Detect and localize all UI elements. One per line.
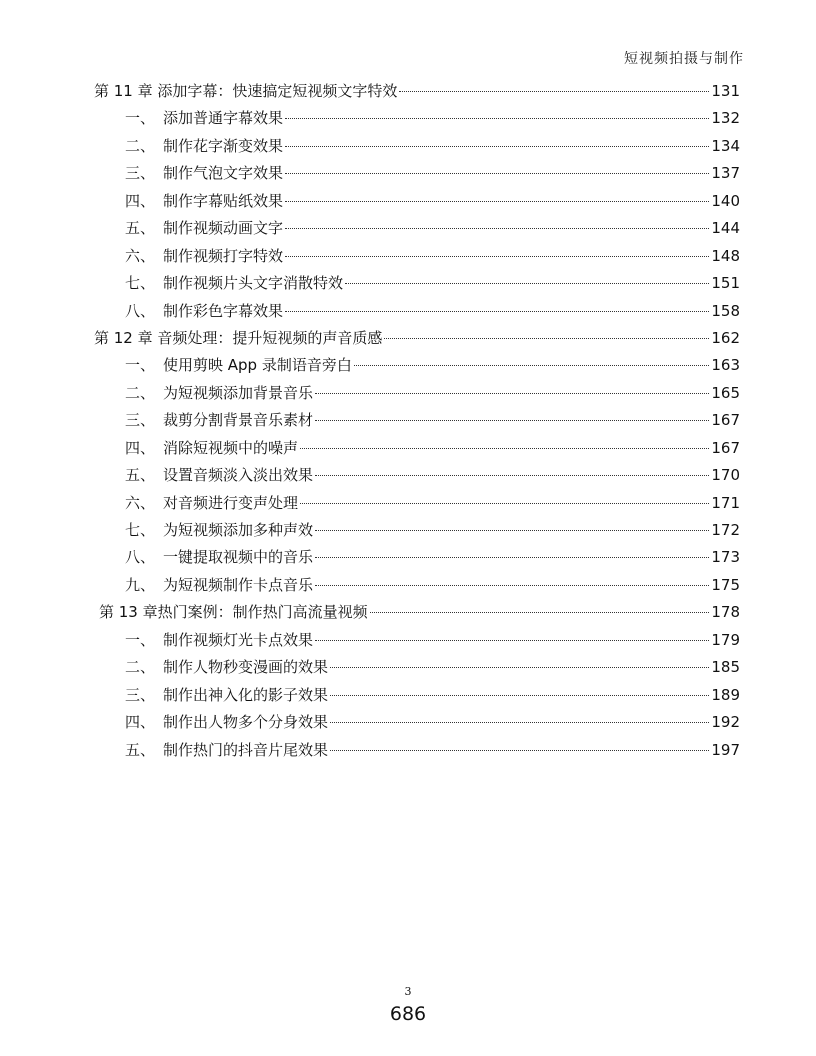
toc-chapter-entry: [94, 325, 740, 352]
toc-entry-number: 三、: [125, 411, 156, 430]
toc-section-entry: [94, 709, 740, 736]
toc-entry-title: 使用剪映 App 录制语音旁白: [163, 356, 352, 375]
toc-entry-page: 162: [711, 328, 740, 347]
toc-section-entry: [94, 243, 740, 270]
dot-leader: [330, 695, 709, 696]
dot-leader: [354, 365, 710, 366]
toc-entry-page: 132: [711, 109, 740, 128]
dot-leader: [285, 228, 709, 229]
toc-entry-number: 一、: [125, 109, 156, 128]
toc-entry-page: 173: [711, 548, 740, 567]
toc-entry-title: 制作视频灯光卡点效果: [163, 630, 314, 649]
toc-section-entry: [94, 462, 740, 489]
toc-entry-title: 第 11 章 添加字幕：快速搞定短视频文字特效: [94, 82, 398, 100]
toc-chapter-entry: [94, 599, 740, 626]
toc-entry-title: 制作彩色字幕效果: [163, 301, 284, 320]
toc-entry-page: 167: [711, 438, 740, 457]
toc-section-entry: [94, 435, 740, 462]
toc-section-entry: [94, 160, 740, 187]
toc-entry-number: 三、: [125, 685, 156, 704]
toc-entry-title: 制作字幕贴纸效果: [163, 191, 284, 210]
toc-entry-title: 制作出神入化的影子效果: [163, 685, 329, 704]
toc-section-entry: [94, 188, 740, 215]
toc-section-entry: [94, 654, 740, 681]
dot-leader: [330, 667, 709, 668]
toc-entry-number: 一、: [125, 356, 156, 375]
toc-section-entry: [94, 544, 740, 571]
page-number: 3: [404, 985, 412, 998]
toc-entry-number: 二、: [125, 136, 156, 155]
dot-leader: [399, 91, 709, 92]
toc-entry-page: 144: [711, 219, 740, 238]
toc-entry-number: 六、: [125, 493, 156, 512]
toc-entry-title: 消除短视频中的噪声: [163, 438, 299, 457]
toc-section-entry: [94, 682, 740, 709]
toc-entry-title: 设置音频淡入淡出效果: [163, 466, 314, 485]
toc-entry-number: 九、: [125, 575, 156, 594]
toc-entry-page: 158: [711, 301, 740, 320]
toc-entry-number: 一、: [125, 630, 156, 649]
toc-entry-page: 140: [711, 191, 740, 210]
toc-entry-title: 裁剪分割背景音乐素材: [163, 411, 314, 430]
dot-leader: [285, 201, 709, 202]
dot-leader: [300, 503, 709, 504]
dot-leader: [315, 557, 709, 558]
dot-leader: [315, 475, 709, 476]
dot-leader: [330, 750, 709, 751]
toc-section-entry: [94, 380, 740, 407]
toc-entry-title: 一键提取视频中的音乐: [163, 548, 314, 567]
toc-entry-number: 七、: [125, 521, 156, 539]
toc-section-entry: [94, 298, 740, 325]
toc-entry-number: 六、: [125, 246, 156, 265]
toc-entry-title: 对音频进行变声处理: [163, 493, 299, 512]
running-header: 短视频拍摄与制作: [624, 51, 744, 67]
toc-entry-title: 制作视频动画文字: [163, 219, 284, 238]
toc-entry-page: 167: [711, 411, 740, 430]
toc-section-entry: [94, 737, 740, 764]
toc-entry-page: 151: [711, 274, 740, 293]
toc-entry-page: 165: [711, 383, 740, 402]
dot-leader: [315, 420, 709, 421]
page-stamp: 686: [389, 1003, 427, 1025]
toc-entry-title: 制作人物秒变漫画的效果: [163, 658, 329, 677]
toc-entry-number: 八、: [125, 301, 156, 320]
toc-entry-number: 四、: [125, 438, 156, 457]
dot-leader: [330, 722, 709, 723]
toc-entry-title: 为短视频制作卡点音乐: [163, 575, 314, 594]
toc-section-entry: [94, 572, 740, 599]
table-of-contents: [94, 78, 740, 764]
toc-entry-title: 为短视频添加多种声效: [163, 521, 314, 539]
toc-entry-number: 二、: [125, 658, 156, 677]
toc-entry-title: 添加普通字幕效果: [163, 109, 284, 128]
toc-entry-page: 185: [711, 658, 740, 677]
toc-entry-number: 五、: [125, 740, 156, 759]
toc-entry-page: 192: [711, 713, 740, 732]
toc-entry-number: 八、: [125, 548, 156, 567]
toc-entry-page: 163: [711, 356, 740, 375]
toc-entry-page: 197: [711, 740, 740, 759]
toc-entry-title: 第 12 章 音频处理：提升短视频的声音质感: [94, 328, 383, 347]
toc-entry-title: 为短视频添加背景音乐: [163, 383, 314, 402]
dot-leader: [315, 530, 709, 531]
toc-entry-title: 制作气泡文字效果: [163, 164, 284, 183]
toc-entry-title: 制作视频打字特效: [163, 246, 284, 265]
toc-entry-title: 制作热门的抖音片尾效果: [163, 740, 329, 759]
toc-section-entry: [94, 627, 740, 654]
toc-entry-page: 179: [711, 630, 740, 649]
dot-leader: [285, 173, 709, 174]
toc-entry-number: 三、: [125, 164, 156, 183]
toc-entry-title: 第 13 章热门案例：制作热门高流量视频: [99, 603, 368, 622]
toc-entry-page: 175: [711, 575, 740, 594]
toc-entry-number: 七、: [125, 274, 156, 293]
dot-leader: [285, 311, 709, 312]
dot-leader: [384, 338, 709, 339]
toc-entry-page: 137: [711, 164, 740, 183]
dot-leader: [315, 585, 709, 586]
dot-leader: [285, 256, 709, 257]
toc-section-entry: [94, 352, 740, 379]
toc-entry-title: 制作出人物多个分身效果: [163, 713, 329, 732]
toc-entry-page: 131: [711, 82, 740, 100]
dot-leader: [370, 612, 710, 613]
toc-entry-title: 制作花字渐变效果: [163, 136, 284, 155]
toc-entry-number: 四、: [125, 713, 156, 732]
toc-section-entry: [94, 105, 740, 132]
toc-entry-number: 五、: [125, 219, 156, 238]
toc-section-entry: [94, 133, 740, 160]
toc-entry-title: 制作视频片头文字消散特效: [163, 274, 344, 293]
dot-leader: [315, 640, 709, 641]
dot-leader: [300, 448, 709, 449]
toc-section-entry: [94, 215, 740, 242]
toc-entry-page: 172: [711, 521, 740, 539]
toc-entry-number: 五、: [125, 466, 156, 485]
toc-section-entry: [94, 490, 740, 517]
toc-entry-page: 134: [711, 136, 740, 155]
toc-section-entry: [94, 517, 740, 544]
toc-chapter-entry: [94, 78, 740, 105]
dot-leader: [345, 283, 709, 284]
toc-entry-number: 二、: [125, 383, 156, 402]
toc-entry-page: 178: [711, 603, 740, 622]
dot-leader: [285, 146, 709, 147]
toc-entry-page: 189: [711, 685, 740, 704]
toc-section-entry: [94, 270, 740, 297]
toc-entry-page: 171: [711, 493, 740, 512]
toc-entry-number: 四、: [125, 191, 156, 210]
dot-leader: [315, 393, 709, 394]
dot-leader: [285, 118, 709, 119]
toc-entry-page: 170: [711, 466, 740, 485]
toc-entry-page: 148: [711, 246, 740, 265]
toc-section-entry: [94, 407, 740, 434]
